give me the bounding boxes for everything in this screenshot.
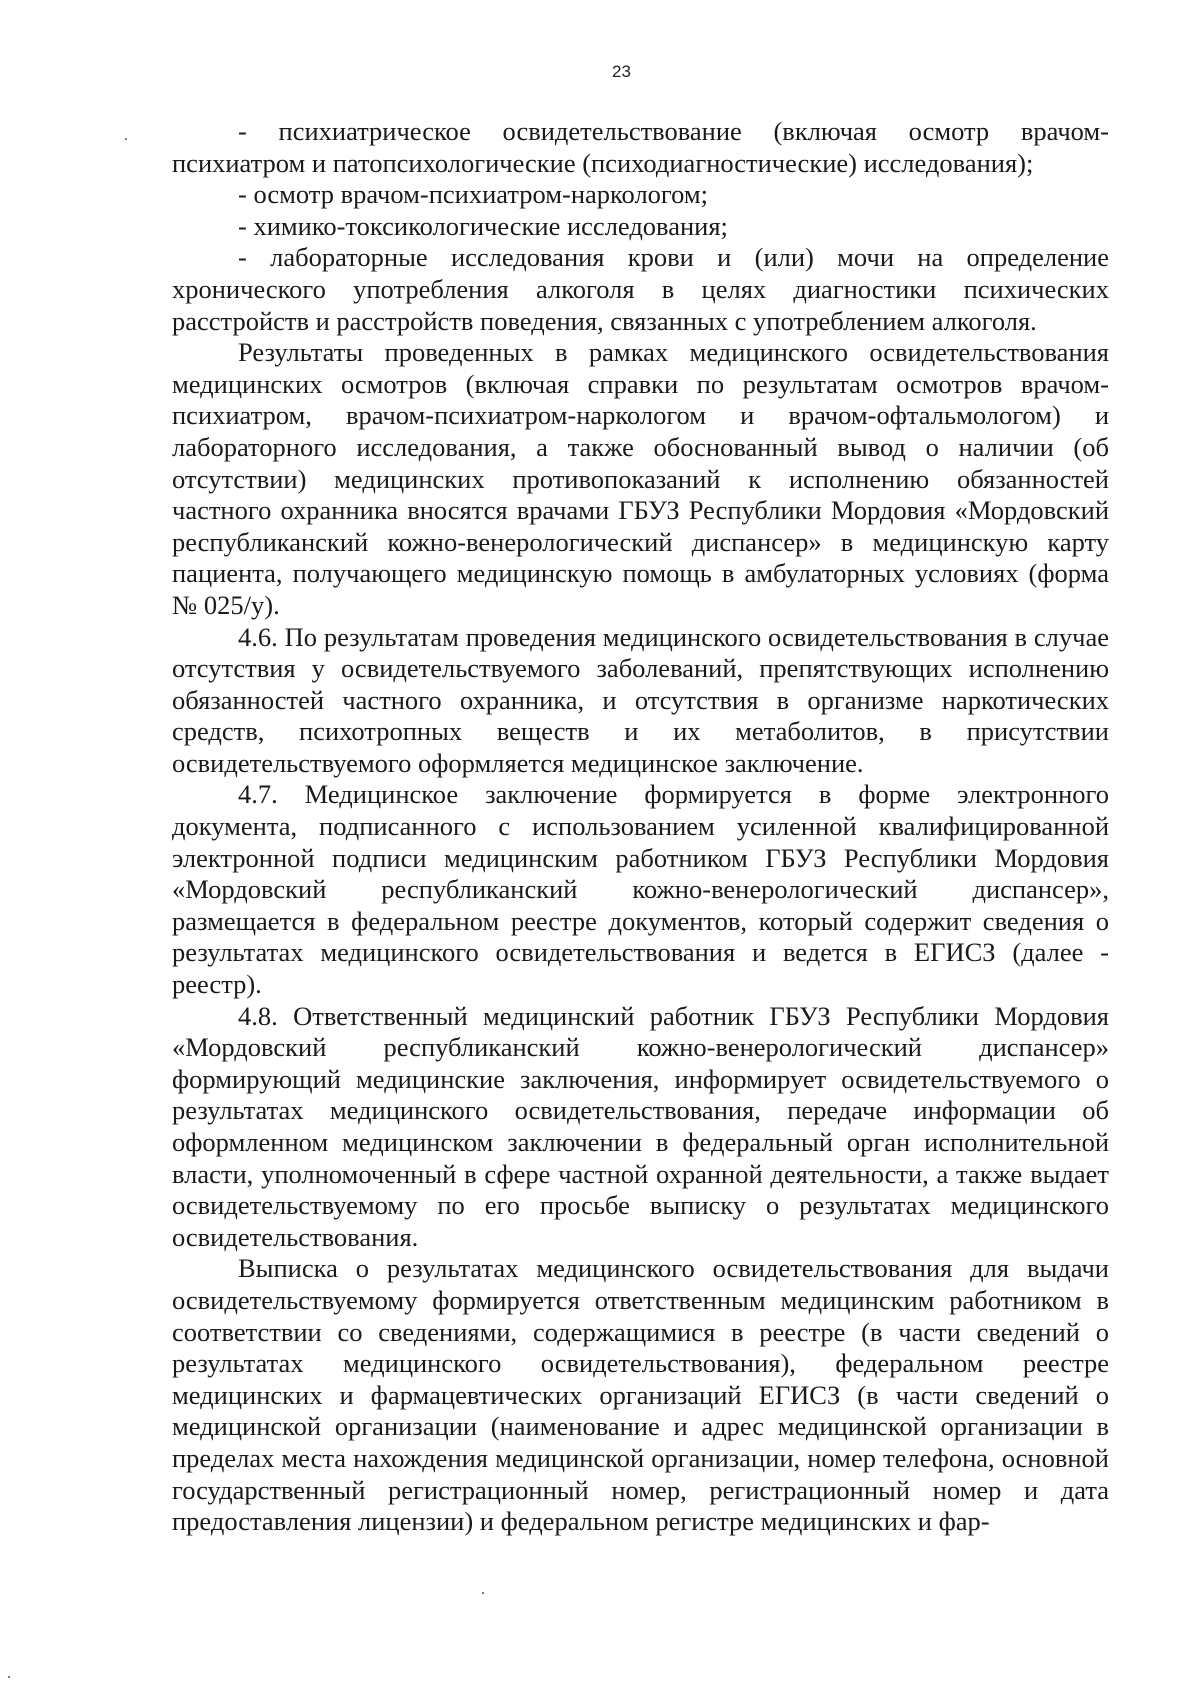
paragraph-extract: Выписка о результатах медицинского освидетельствования для выдачи освидетельствуемому формируется ответственным медицинским работником в соответствии со сведениями, содержащимися в реестре (в части сведений о результатах медицинского освидетельствования), федеральном реестре медицинских и фармацевтических организаций ЕГИСЗ (в части сведений о медицинской организации (наименование и адрес медицинской организации в пределах места нахождения медицинской организации, номер телефона, основной государственный регистрационный номер, регистрационный номер и дата предоставления лицензии) и федеральном регистре медицинских и фар- (172, 1253, 1109, 1537)
scan-speck (8, 1676, 10, 1678)
scan-speck (125, 138, 127, 140)
paragraph-toxicology: - химико-токсикологические исследования; (238, 210, 728, 241)
paragraph-results: Результаты проведенных в рамках медицинского освидетельствования медицинских осмотров (включая справки по результатам осмотров врачом-психиатром, врачом-психиатром-наркологом и врачом-офтальмологом) и лабораторного исследования, а также обоснованный вывод о наличии (об отсутствии) медицинских противопоказаний к исполнению обязанностей частного охранника вносятся врачами ГБУЗ Республики Мордовия «Мордовский республиканский кожно-венерологический диспансер» в медицинскую карту пациента, получающего медицинскую помощь в амбулаторных условиях (форма № 025/у). (172, 337, 1109, 620)
paragraph-section-4-8: 4.8. Ответственный медицинский работник ГБУЗ Республики Мордовия «Мордовский республиканский кожно-венерологический диспансер» формирующий медицинские заключения, информирует освидетельствуемого о результатах медицинского освидетельствования, передаче информации об оформленном медицинском заключении в федеральный орган исполнительной власти, уполномоченный в сфере частной охранной деятельности, а также выдает освидетельствуемому по его просьбе выписку о результатах медицинского освидетельствования. (172, 1000, 1109, 1252)
document-body (172, 116, 1109, 1538)
paragraph-narcologist-exam: - осмотр врачом-психиатром-наркологом; (238, 179, 709, 210)
paragraph-psychiatric-exam: - психиатрическое освидетельствование (включая осмотр врачом-психиатром и патопсихологические (психодиагностические) исследования); (172, 116, 1109, 178)
paragraph-lab-tests: - лабораторные исследования крови и (или) мочи на определение хронического употребления алкоголя в целях диагностики психических расстройств и расстройств поведения, связанных с употреблением алкоголя. (172, 242, 1109, 336)
scan-speck (482, 1592, 484, 1594)
paragraph-section-4-7: 4.7. Медицинское заключение формируется в форме электронного документа, подписанного с использованием усиленной квалифицированной электронной подписи медицинским работником ГБУЗ Республики Мордовия «Мордовский республиканский кожно-венерологический диспансер», размещается в федеральном реестре документов, который содержит сведения о результатах медицинского освидетельствования и ведется в ЕГИСЗ (далее - реестр). (172, 779, 1109, 1000)
paragraph-section-4-6: 4.6. По результатам проведения медицинского освидетельствования в случае отсутствия у освидетельствуемого заболеваний, препятствующих исполнению обязанностей частного охранника, и отсутствия в организме наркотических средств, психотропных веществ и их метаболитов, в присутствии освидетельствуемого оформляется медицинское заключение. (172, 621, 1109, 778)
page-number: 23 (612, 62, 631, 81)
